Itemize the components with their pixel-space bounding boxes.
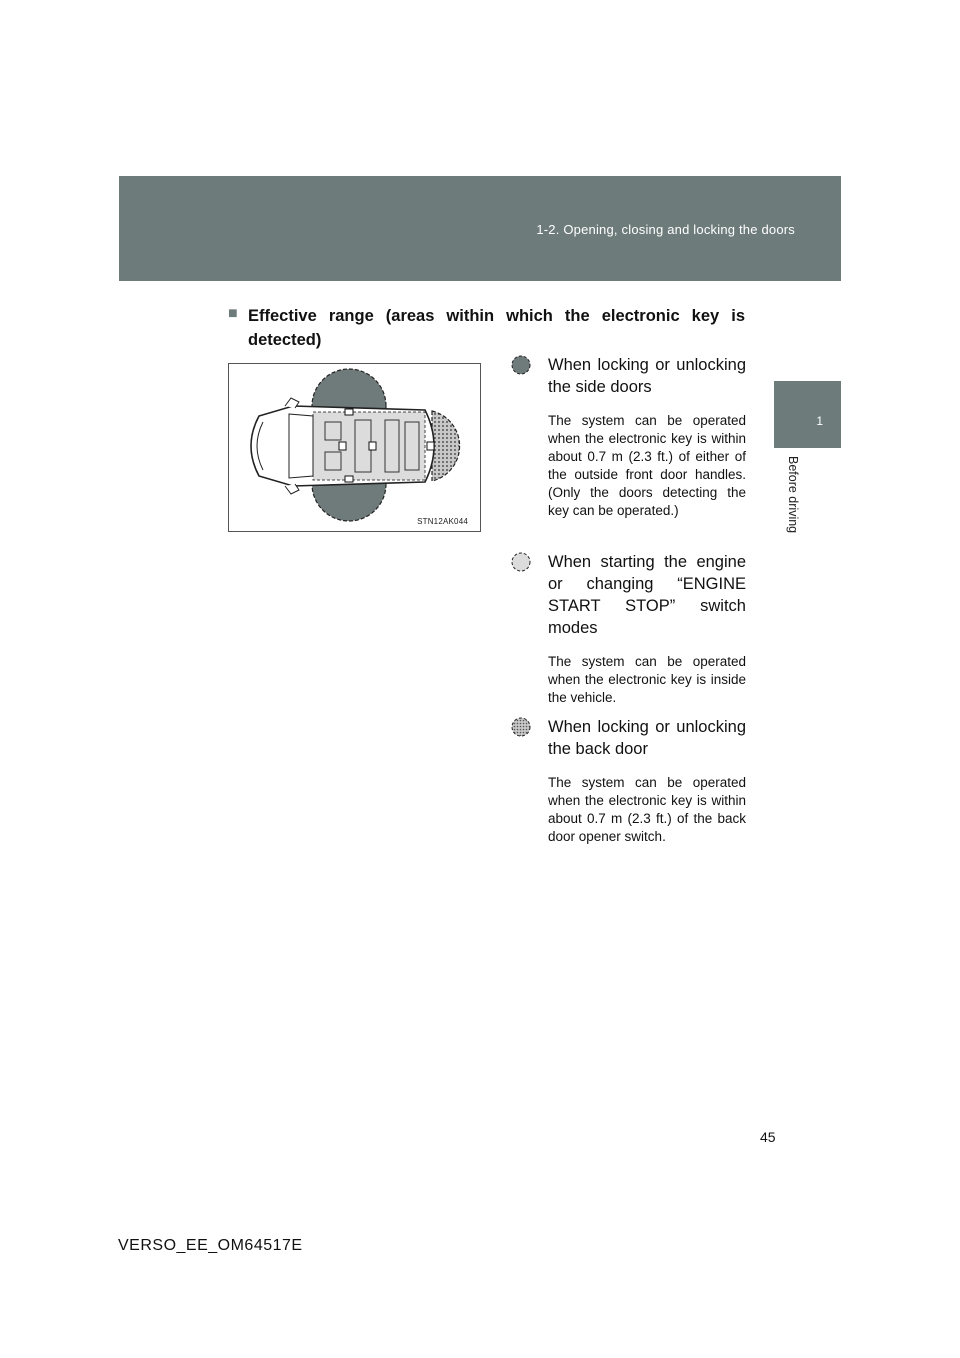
front-door-handle-upper (345, 409, 353, 415)
square-bullet-icon: ■ (228, 305, 238, 322)
back-door-zone-swatch-icon (510, 716, 532, 738)
section-heading (228, 304, 745, 352)
chapter-tab (774, 381, 841, 448)
legend-title: When locking or unlocking the side doors (548, 356, 746, 396)
page-number: 45 (760, 1129, 776, 1145)
legend-title: When starting the engine or changing “ENGINE START STOP” switch modes (548, 553, 746, 637)
legend-title: When locking or unlocking the back door (548, 718, 746, 758)
interior-antenna-rear (369, 442, 376, 450)
legend-item-engine-start (510, 551, 746, 707)
interior-antenna-front (339, 442, 346, 450)
interior-zone-swatch-icon (510, 551, 532, 573)
legend-item-back-door (510, 716, 746, 846)
figure-code: STN12AK044 (417, 517, 468, 526)
legend-description: The system can be operated when the electronic key is inside the vehicle. (548, 654, 746, 705)
legend-item-side-doors (510, 354, 746, 520)
vehicle-top-view-illustration (229, 364, 482, 533)
chapter-header-bar (119, 176, 841, 281)
effective-range-diagram (228, 363, 481, 532)
legend-description: The system can be operated when the electronic key is within about 0.7 m (2.3 ft.) of the back door opener switch. (548, 775, 746, 844)
back-door-zone (432, 411, 460, 481)
side-door-zone-swatch-icon (510, 354, 532, 376)
legend-description: The system can be operated when the electronic key is within about 0.7 m (2.3 ft.) of either of the outside front door handles. (Only the doors detecting the key can be operated.) (548, 413, 746, 518)
section-title: 1-2. Opening, closing and locking the doors (536, 222, 795, 237)
section-heading-text: Effective range (areas within which the electronic key is detected) (248, 307, 745, 349)
chapter-number: 1 (816, 414, 823, 428)
chapter-label: Before driving (786, 456, 800, 534)
back-door-opener-switch (427, 442, 434, 450)
front-door-handle-lower (345, 476, 353, 482)
manual-model-code: VERSO_EE_OM64517E (118, 1237, 303, 1254)
